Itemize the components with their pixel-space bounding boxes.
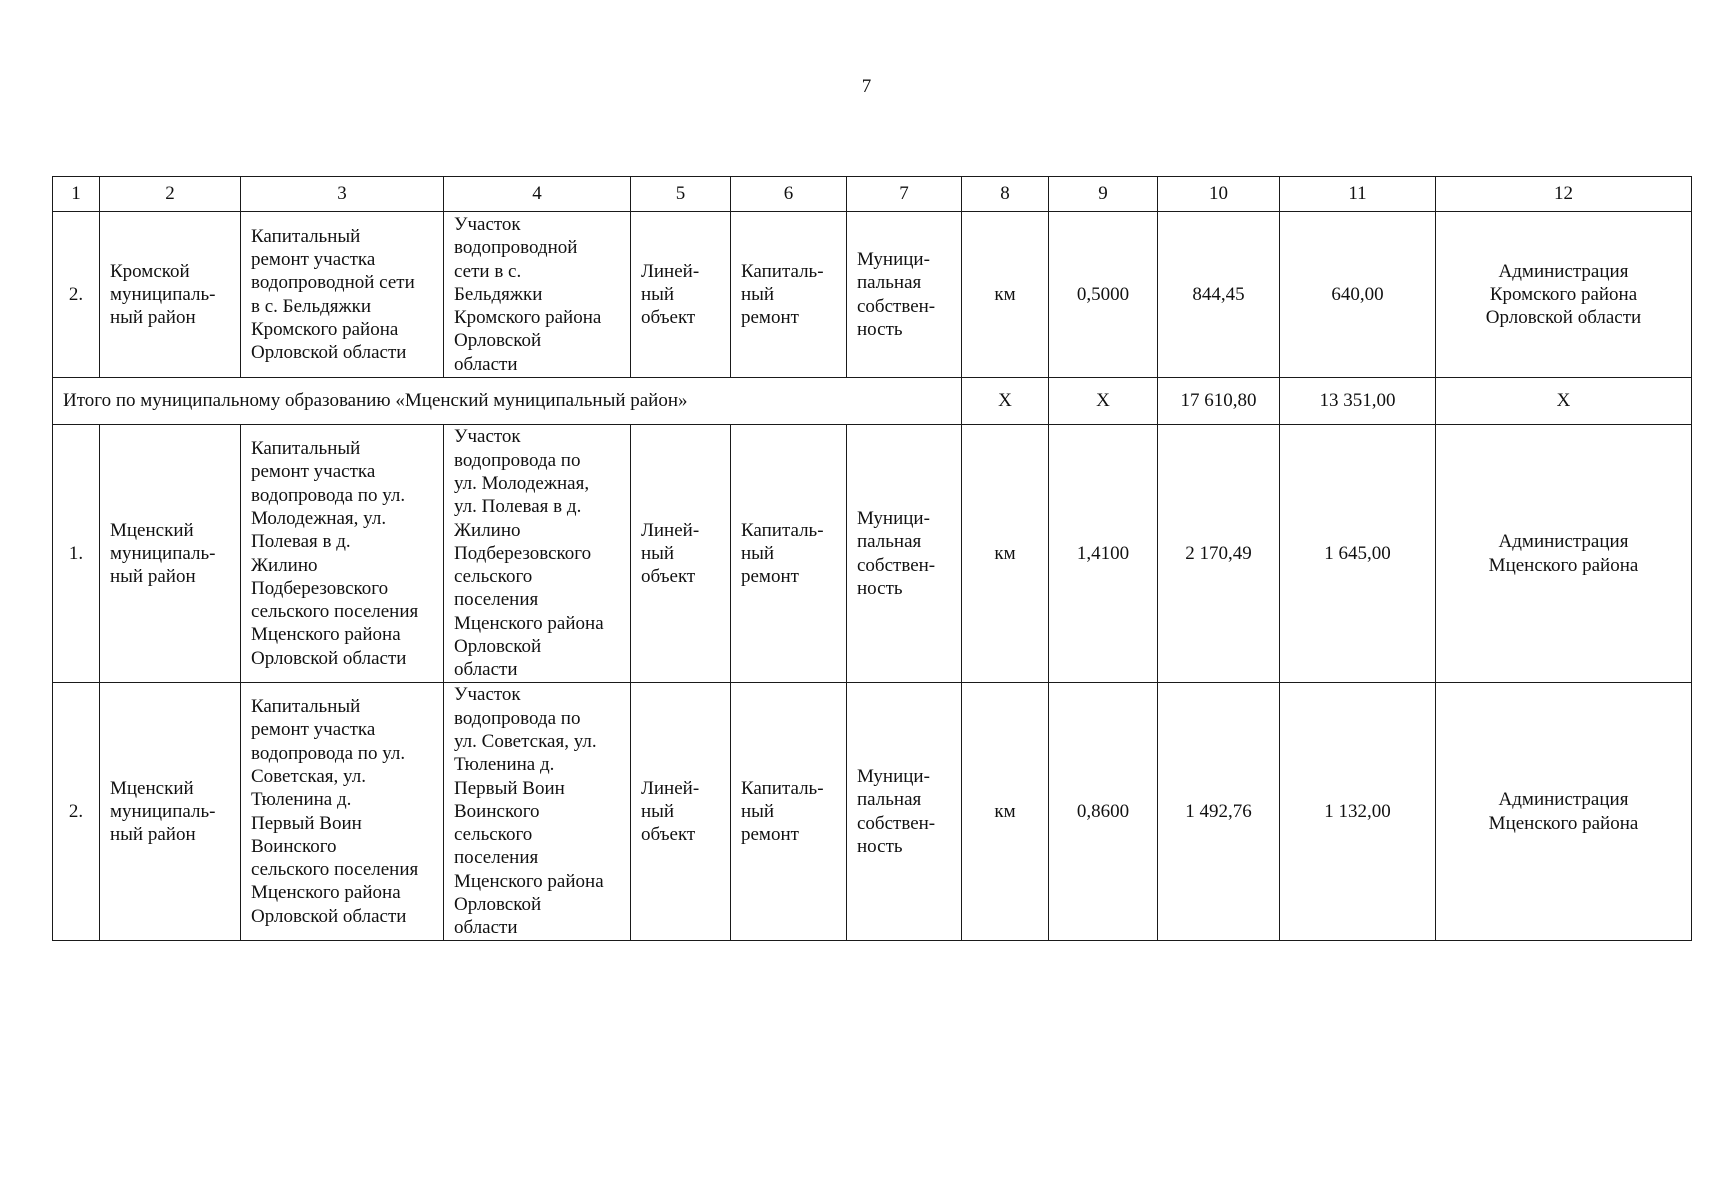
objects-table [52,176,1692,941]
table-row [53,683,1692,941]
object-type-cell: Линей- ный объект [631,683,731,941]
ownership-cell: Муници- пальная собствен- ность [847,683,962,941]
work-type-cell: Капиталь- ный ремонт [731,212,847,378]
work-description-cell: Капитальный ремонт участка водопроводной сети в с. Бельдяжки Кромского района Орловской области [241,212,444,378]
row-number: 2. [53,212,100,378]
total-unit-cell: Х [962,378,1049,425]
cost-total-cell: 2 170,49 [1158,425,1280,683]
length-cell: 1,4100 [1049,425,1158,683]
district-cell: Мценский муниципаль- ный район [100,683,241,941]
row-number: 2. [53,683,100,941]
customer-cell: Администрация Мценского района [1436,425,1692,683]
object-cell: Участок водопровода по ул. Советская, ул. Тюленина д. Первый Воин Воинского сельского поселения Мценского района Орловской области [444,683,631,941]
cost-total-cell: 844,45 [1158,212,1280,378]
total-cost-budget-cell: 13 351,00 [1280,378,1436,425]
unit-cell: км [962,425,1049,683]
total-row [53,378,1692,425]
object-type-cell: Линей- ный объект [631,425,731,683]
district-cell: Мценский муниципаль- ный район [100,425,241,683]
page-number: 7 [861,76,872,97]
total-length-cell: Х [1049,378,1158,425]
work-description-cell: Капитальный ремонт участка водопровода по ул. Советская, ул. Тюленина д. Первый Воин Воинского сельского поселения Мценского района Орловской области [241,683,444,941]
unit-cell: км [962,212,1049,378]
column-number: 2 [100,177,241,212]
column-number: 5 [631,177,731,212]
column-number: 11 [1280,177,1436,212]
total-cost-total-cell: 17 610,80 [1158,378,1280,425]
total-label: Итого по муниципальному образованию «Мценский муниципальный район» [53,378,962,425]
column-number: 6 [731,177,847,212]
table-row [53,425,1692,683]
object-cell: Участок водопроводной сети в с. Бельдяжки Кромского района Орловской области [444,212,631,378]
column-number: 10 [1158,177,1280,212]
ownership-cell: Муници- пальная собствен- ность [847,425,962,683]
column-number: 12 [1436,177,1692,212]
unit-cell: км [962,683,1049,941]
cost-budget-cell: 1 645,00 [1280,425,1436,683]
cost-total-cell: 1 492,76 [1158,683,1280,941]
cost-budget-cell: 640,00 [1280,212,1436,378]
column-number: 7 [847,177,962,212]
object-type-cell: Линей- ный объект [631,212,731,378]
work-type-cell: Капиталь- ный ремонт [731,683,847,941]
customer-cell: Администрация Мценского района [1436,683,1692,941]
column-number: 9 [1049,177,1158,212]
column-number: 8 [962,177,1049,212]
table-row [53,212,1692,378]
district-cell: Кромской муниципаль- ный район [100,212,241,378]
work-description-cell: Капитальный ремонт участка водопровода по ул. Молодежная, ул. Полевая в д. Жилино Подберезовского сельского поселения Мценского района Орловской области [241,425,444,683]
length-cell: 0,8600 [1049,683,1158,941]
work-type-cell: Капиталь- ный ремонт [731,425,847,683]
total-customer-cell: Х [1436,378,1692,425]
ownership-cell: Муници- пальная собствен- ность [847,212,962,378]
cost-budget-cell: 1 132,00 [1280,683,1436,941]
column-number: 3 [241,177,444,212]
column-number-row [53,177,1692,212]
customer-cell: Администрация Кромского района Орловской области [1436,212,1692,378]
length-cell: 0,5000 [1049,212,1158,378]
row-number: 1. [53,425,100,683]
column-number: 4 [444,177,631,212]
object-cell: Участок водопровода по ул. Молодежная, ул. Полевая в д. Жилино Подберезовского сельского поселения Мценского района Орловской области [444,425,631,683]
column-number: 1 [53,177,100,212]
